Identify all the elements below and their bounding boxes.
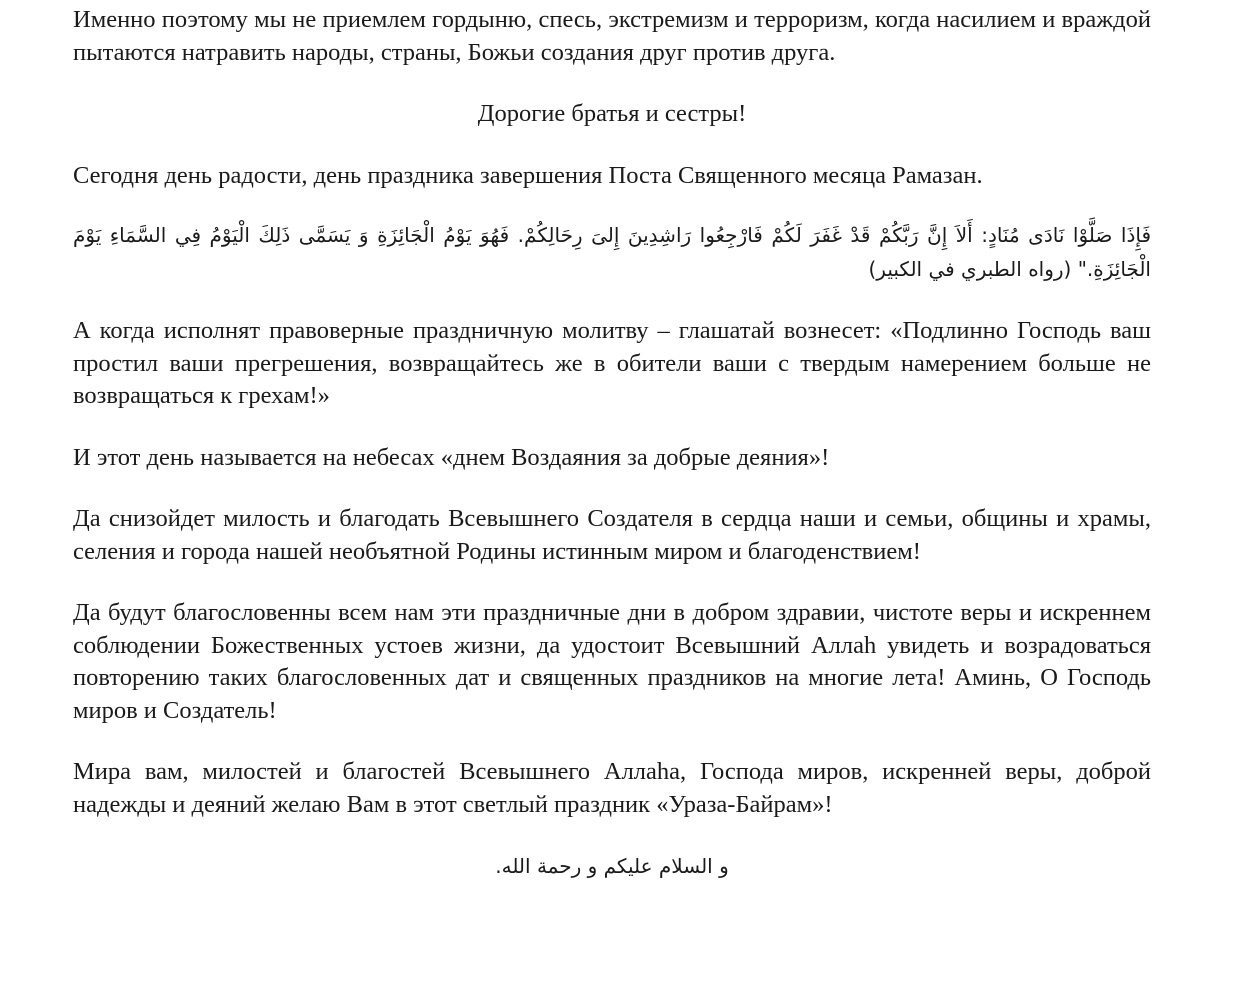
document-body bbox=[73, 4, 1151, 882]
paragraph-holiday: Сегодня день радости, день праздника завершения Поста Священного месяца Рамазан. bbox=[73, 161, 983, 189]
greeting-heading: Дорогие братья и сестры! bbox=[477, 100, 747, 127]
closing-arabic-salutation: و السلام عليكم و رحمة الله. bbox=[495, 854, 729, 878]
paragraph-blessing-homeland: Да снизойдет милость и благодать Всевышнего Создателя в сердца наши и семьи, общины и храмы, селения и города нашей необъятной Родины истинным миром и благоденствием! bbox=[73, 505, 1151, 565]
paragraph-day-of-reward: И этот день называется на небесах «днем Воздаяния за добрые деяния»! bbox=[73, 443, 830, 471]
paragraph-extremism: Именно поэтому мы не приемлем гордыню, спесь, экстремизм и терроризм, когда насилием и враждой пытаются натравить народы, страны, Божьи создания друг против друга. bbox=[73, 6, 1151, 66]
paragraph-prayer: А когда исполнят правоверные праздничную молитву – глашатай вознесет: «Подлинно Господь ваш простил ваши прегрешения, возвращайтесь же в обители ваши с твердым намерением больше не возвращаться к грехам!» bbox=[73, 317, 1151, 409]
paragraph-blessed-days: Да будут благословенны всем нам эти праздничные дни в добром здравии, чистоте веры и искреннем соблюдении Божественных устоев жизни, да удостоит Всевышний Аллаһ увидеть и возрадоваться повторению таких благословенных дат и священных праздников на многие лета! Аминь, О Господь миров и Создатель! bbox=[73, 599, 1151, 724]
paragraph-peace-wishes: Мира вам, милостей и благостей Всевышнего Аллаһа, Господа миров, искренней веры, доброй надежды и деяний желаю Вам в этот светлый праздник «Ураза-Байрам»! bbox=[73, 758, 1151, 818]
arabic-hadith-quote: فَإِذَا صَلَّوْا نَادَى مُنَادٍ: أَلاَ إِنَّ رَبَّكُمْ قَدْ غَفَرَ لَكُمْ فَارْجِعُوا رَاشِدِينَ إِلىَ رِحَالِكُمْ. فَهُوَ يَوْمُ الْجَائِزَةِ وَ يَسَمَّى ذَلِكَ الْيَوْمُ فِي السَّمَاءِ يَوْمَ الْجَائِزَةِ." (رواه الطبري في الكبير) bbox=[73, 223, 1151, 281]
